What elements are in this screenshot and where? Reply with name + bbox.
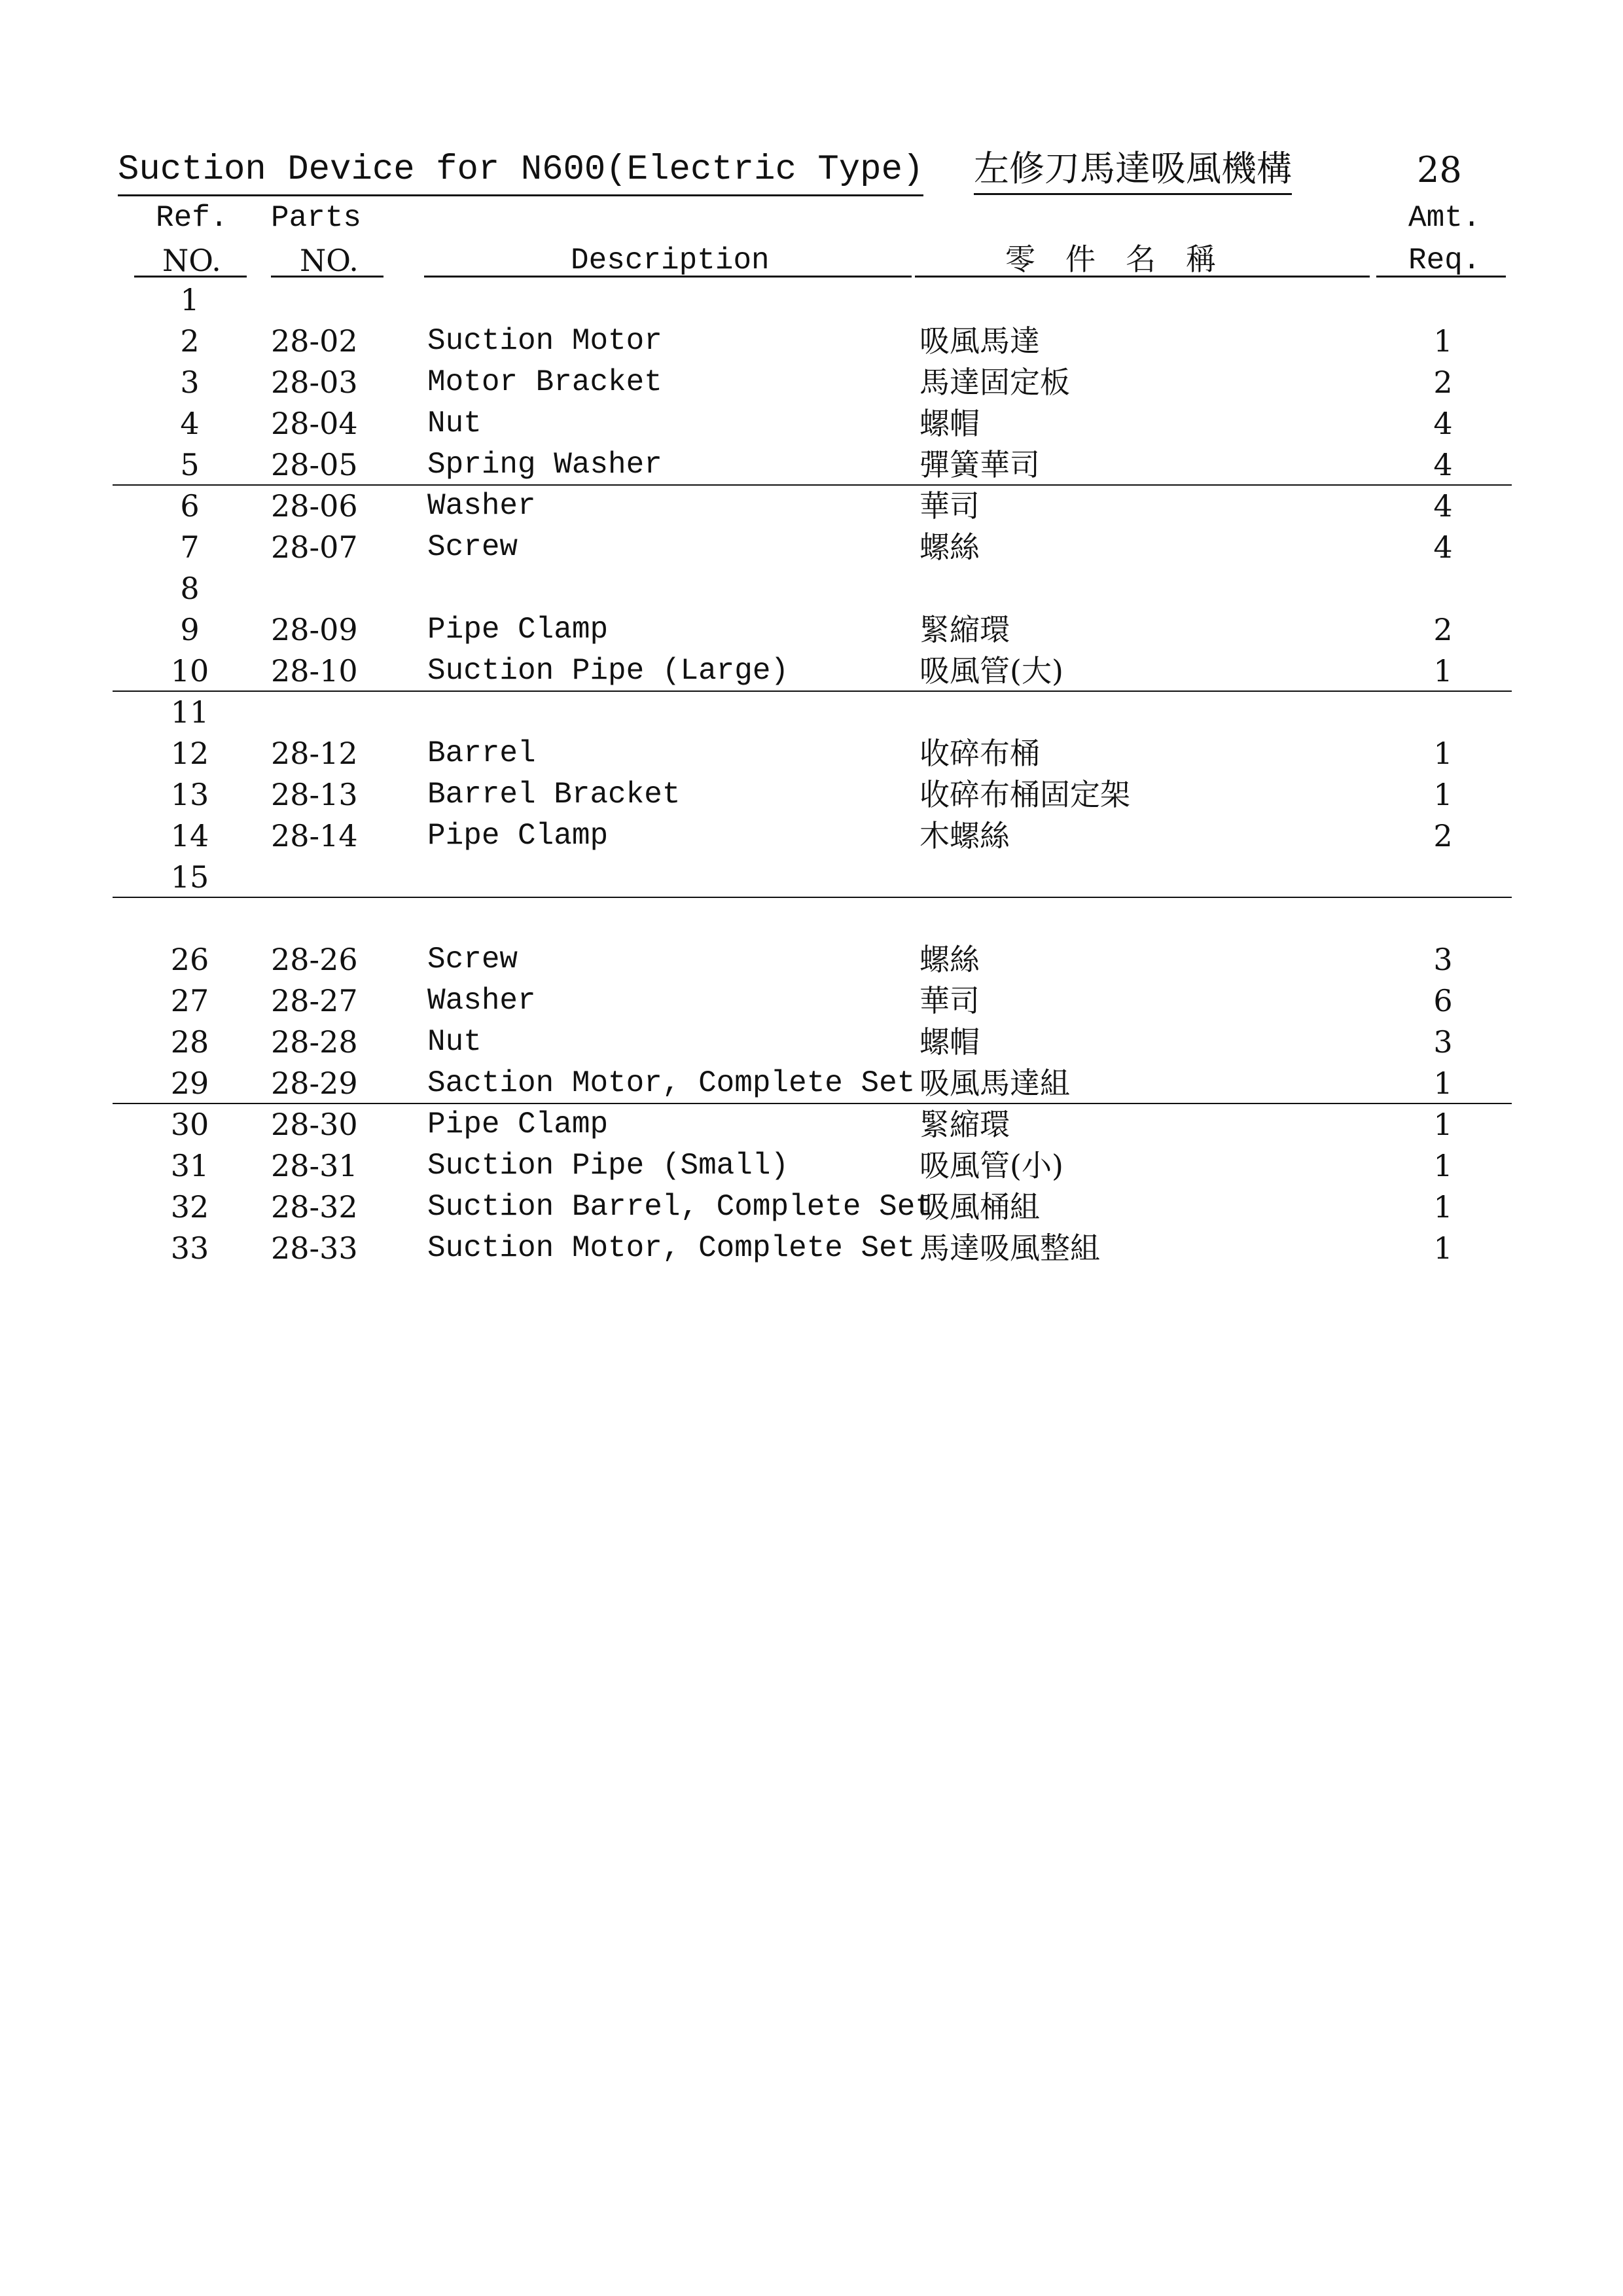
ref-number: 6 (180, 488, 200, 524)
part-description: Pipe Clamp (427, 613, 609, 647)
amt-header-underline (1376, 276, 1506, 278)
ref-number: 12 (170, 736, 209, 771)
amount-required: 4 (1433, 447, 1453, 482)
table-row (0, 486, 1623, 527)
page-number: 28 (1417, 149, 1462, 190)
amount-required: 1 (1433, 323, 1453, 359)
part-description: Washer (427, 984, 536, 1018)
part-description: Barrel (427, 736, 536, 770)
parts-header-line1: Parts (271, 201, 362, 235)
ref-number: 29 (170, 1066, 209, 1101)
part-number: 28-07 (271, 529, 358, 565)
part-name-chinese: 螺絲 (919, 942, 980, 977)
amount-required: 4 (1433, 406, 1453, 441)
ref-number: 1 (180, 282, 200, 317)
part-name-chinese: 馬達固定板 (919, 365, 1070, 400)
part-description: Washer (427, 489, 536, 523)
description-header: Description (571, 243, 770, 278)
part-description: Motor Bracket (427, 365, 662, 399)
table-row (0, 527, 1623, 568)
table-row (0, 362, 1623, 403)
part-description: Suction Barrel, Complete Set (427, 1190, 933, 1224)
amount-required: 1 (1433, 653, 1453, 689)
amount-required: 1 (1433, 1066, 1453, 1101)
part-name-chinese: 吸風馬達組 (919, 1066, 1070, 1101)
ref-number: 8 (180, 571, 200, 606)
part-number: 28-13 (271, 777, 358, 812)
part-name-chinese: 螺帽 (919, 1024, 980, 1060)
part-name-chinese: 收碎布桶 (919, 736, 1040, 771)
part-description: Suction Motor (427, 324, 662, 358)
ref-header-line1: Ref. (156, 201, 228, 235)
part-name-chinese: 吸風馬達 (919, 323, 1040, 359)
part-number: 28-33 (271, 1230, 358, 1266)
ref-number: 27 (170, 983, 209, 1018)
part-description: Suction Pipe (Large) (427, 654, 789, 688)
part-description: Barrel Bracket (427, 778, 681, 812)
table-row (0, 651, 1623, 692)
ref-number: 3 (180, 365, 200, 400)
amount-required: 2 (1433, 818, 1453, 853)
part-description: Pipe Clamp (427, 819, 609, 853)
part-description: Saction Motor, Complete Set (427, 1066, 916, 1100)
table-row (0, 733, 1623, 774)
amount-required: 6 (1433, 983, 1453, 1018)
part-number: 28-10 (271, 653, 358, 689)
chinese-name-header-underline (915, 276, 1370, 278)
amt-header-line1: Amt. (1408, 201, 1481, 235)
ref-number: 7 (180, 529, 200, 565)
part-name-chinese: 收碎布桶固定架 (919, 777, 1130, 812)
ref-number: 28 (170, 1024, 209, 1060)
part-name-chinese: 彈簧華司 (919, 447, 1040, 482)
document-title-chinese: 左修刀馬達吸風機構 (974, 146, 1292, 195)
part-number: 28-29 (271, 1066, 358, 1101)
part-number: 28-31 (271, 1148, 358, 1183)
amount-required: 2 (1433, 365, 1453, 400)
ref-number: 31 (170, 1148, 209, 1183)
amt-header-line2: Req. (1408, 243, 1481, 278)
table-row (0, 816, 1623, 857)
amount-required: 1 (1433, 1189, 1453, 1225)
table-row (0, 980, 1623, 1022)
part-description: Spring Washer (427, 448, 662, 482)
ref-number: 14 (170, 818, 209, 853)
amount-required: 1 (1433, 777, 1453, 812)
table-row (0, 774, 1623, 816)
amount-required: 1 (1433, 1230, 1453, 1266)
ref-number: 15 (170, 859, 209, 895)
part-number: 28-32 (271, 1189, 358, 1225)
table-row (0, 1063, 1623, 1104)
part-description: Suction Pipe (Small) (427, 1149, 789, 1183)
part-number: 28-02 (271, 323, 358, 359)
amount-required: 1 (1433, 1148, 1453, 1183)
ref-number: 32 (170, 1189, 209, 1225)
table-row (0, 609, 1623, 651)
part-number: 28-26 (271, 942, 358, 977)
part-name-chinese: 馬達吸風整組 (919, 1230, 1100, 1266)
part-number: 28-27 (271, 983, 358, 1018)
amount-required: 3 (1433, 1024, 1453, 1060)
amount-required: 3 (1433, 942, 1453, 977)
part-description: Nut (427, 1025, 482, 1059)
part-name-chinese: 緊縮環 (919, 1107, 1010, 1142)
part-number: 28-04 (271, 406, 358, 441)
table-row (0, 1145, 1623, 1187)
ref-number: 26 (170, 942, 209, 977)
table-row (0, 1104, 1623, 1145)
part-name-chinese: 華司 (919, 983, 980, 1018)
table-row (0, 692, 1623, 733)
table-row (0, 898, 1623, 939)
part-name-chinese: 吸風管(小) (919, 1148, 1063, 1183)
chinese-name-header: 零 件 名 稱 (1005, 242, 1216, 277)
ref-number: 30 (170, 1107, 209, 1142)
description-header-underline (424, 276, 912, 278)
part-name-chinese: 螺絲 (919, 529, 980, 565)
table-row (0, 321, 1623, 362)
document-title: Suction Device for N600(Electric Type) (118, 147, 923, 196)
ref-number: 11 (170, 694, 209, 730)
amount-required: 1 (1433, 1107, 1453, 1142)
part-description: Screw (427, 530, 518, 564)
part-number: 28-30 (271, 1107, 358, 1142)
ref-number: 2 (180, 323, 200, 359)
parts-header-line2: NO. (300, 243, 359, 278)
table-row (0, 279, 1623, 321)
ref-header-underline (134, 276, 247, 278)
amount-required: 4 (1433, 529, 1453, 565)
part-number: 28-09 (271, 612, 358, 647)
part-name-chinese: 螺帽 (919, 406, 980, 441)
amount-required: 1 (1433, 736, 1453, 771)
part-number: 28-03 (271, 365, 358, 400)
table-row (0, 403, 1623, 444)
part-name-chinese: 吸風管(大) (919, 653, 1063, 689)
part-name-chinese: 木螺絲 (919, 818, 1010, 853)
part-description: Suction Motor, Complete Set (427, 1231, 916, 1265)
part-name-chinese: 緊縮環 (919, 612, 1010, 647)
parts-header-underline (271, 276, 383, 278)
table-row (0, 857, 1623, 898)
ref-header-line2: NO. (162, 243, 221, 278)
part-description: Screw (427, 942, 518, 977)
amount-required: 2 (1433, 612, 1453, 647)
part-name-chinese: 吸風桶組 (919, 1189, 1040, 1225)
ref-number: 9 (180, 612, 200, 647)
table-row (0, 444, 1623, 486)
part-number: 28-06 (271, 488, 358, 524)
ref-number: 5 (180, 447, 200, 482)
table-row (0, 1187, 1623, 1228)
amount-required: 4 (1433, 488, 1453, 524)
ref-number: 33 (170, 1230, 209, 1266)
part-description: Pipe Clamp (427, 1107, 609, 1141)
ref-number: 10 (170, 653, 209, 689)
table-row (0, 1022, 1623, 1063)
part-description: Nut (427, 406, 482, 440)
part-number: 28-14 (271, 818, 358, 853)
part-number: 28-12 (271, 736, 358, 771)
ref-number: 4 (180, 406, 200, 441)
table-row (0, 568, 1623, 609)
part-name-chinese: 華司 (919, 488, 980, 524)
part-number: 28-28 (271, 1024, 358, 1060)
table-row (0, 1228, 1623, 1269)
part-number: 28-05 (271, 447, 358, 482)
table-row (0, 939, 1623, 980)
ref-number: 13 (170, 777, 209, 812)
